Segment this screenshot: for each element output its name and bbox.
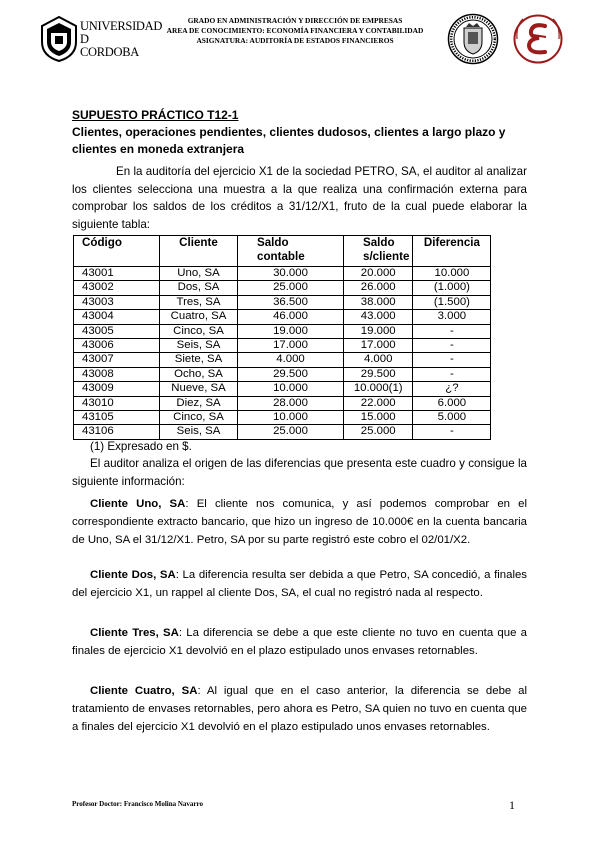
header-degree: GRADO EN ADMINISTRACIÓN Y DIRECCIÓN DE EMPRESAS [187, 16, 403, 25]
clause-text: : El cliente nos comunica, y así podemos comprobar en el correspondiente extracto bancario, que hizo un ingreso de 10.000€ en la cuenta bancaria de Uno, SA el 31/12/X1. Petro, SA por su parte registró este cobro el 02/01/X2. [72, 498, 528, 546]
header-client: Cliente [160, 236, 238, 267]
faculty-emblem-icon [513, 13, 563, 65]
cell-client: Dos, SA [160, 281, 238, 295]
cell-book-balance: 25.000 [238, 425, 344, 439]
header-confirmed-balance-line: s/cliente [363, 250, 410, 263]
clause-text: : La diferencia se debe a que este cliente no tuvo en cuenta que a finales de ejercicio X1 devolvió en el plazo estipulado unos envases retornables. [72, 627, 527, 657]
cell-confirmed-balance: 4.000 [344, 353, 413, 367]
header-book-balance-line: contable [257, 250, 305, 263]
cell-confirmed-balance: 10.000(1) [344, 382, 413, 396]
university-name-line: UNIVERSIDAD [80, 19, 163, 33]
table-row [74, 339, 491, 353]
header-difference: Diferencia [413, 236, 491, 267]
cell-difference: - [413, 425, 491, 439]
cell-client: Seis, SA [160, 425, 238, 439]
clause-lead: Cliente Tres, SA [90, 627, 179, 639]
cell-difference: - [413, 339, 491, 353]
cell-client: Seis, SA [160, 339, 238, 353]
balance-table [73, 235, 491, 440]
clause-text: : La diferencia resulta ser debida a que Petro, SA concedió, a finales del ejercicio X1, un rappel al cliente Dos, SA, el cual no registró nada al respecto. [72, 569, 527, 599]
faculty-seal-icon [447, 13, 499, 65]
cell-difference: - [413, 367, 491, 381]
footer-author: Profesor Doctor: Francisco Molina Navarro [72, 800, 204, 808]
cell-client: Diez, SA [160, 396, 238, 410]
table-row [74, 267, 491, 281]
header-book-balance-line: Saldo [257, 236, 289, 249]
table-row [74, 396, 491, 410]
cell-code: 43106 [74, 425, 160, 439]
cell-confirmed-balance: 22.000 [344, 396, 413, 410]
cell-code: 43004 [74, 310, 160, 324]
cell-code: 43010 [74, 396, 160, 410]
table-header-row [74, 236, 491, 267]
cell-difference: 6.000 [413, 396, 491, 410]
table-row [74, 324, 491, 338]
cell-book-balance: 4.000 [238, 353, 344, 367]
exercise-subtitle: Clientes, operaciones pendientes, clientes dudosos, clientes a largo plazo y clientes en moneda extranjera [72, 125, 506, 156]
exercise-title: SUPUESTO PRÁCTICO T12-1 [72, 108, 239, 122]
cell-client: Ocho, SA [160, 367, 238, 381]
header-book-balance [238, 236, 344, 267]
cell-confirmed-balance: 25.000 [344, 425, 413, 439]
intro-paragraph: En la auditoría del ejercicio X1 de la sociedad PETRO, SA, el auditor al analizar los clientes selecciona una muestra a la que realiza una confirmación externa para comprobar los saldos de los créditos a 31/12/X1, fruto de la cual puede elaborar la siguiente tabla: [72, 165, 527, 231]
cell-book-balance: 19.000 [238, 324, 344, 338]
clause-lead: Cliente Uno, SA [90, 498, 186, 510]
cell-code: 43008 [74, 367, 160, 381]
cell-book-balance: 36.500 [238, 295, 344, 309]
clause-lead: Cliente Cuatro, SA [90, 685, 198, 697]
clause-lead: Cliente Dos, SA [90, 569, 176, 581]
university-name-line: CORDOBA [80, 45, 140, 59]
cell-client: Nueve, SA [160, 382, 238, 396]
clause-tres [72, 625, 527, 661]
cell-code: 43002 [74, 281, 160, 295]
cell-confirmed-balance: 26.000 [344, 281, 413, 295]
cell-book-balance: 28.000 [238, 396, 344, 410]
cell-client: Cinco, SA [160, 411, 238, 425]
cell-code: 43009 [74, 382, 160, 396]
cell-book-balance: 17.000 [238, 339, 344, 353]
table-row [74, 281, 491, 295]
table-footnote: (1) Expresado en $. [90, 440, 192, 453]
cell-difference: 5.000 [413, 411, 491, 425]
cell-book-balance: 25.000 [238, 281, 344, 295]
cell-difference: 10.000 [413, 267, 491, 281]
cell-code: 43007 [74, 353, 160, 367]
clause-dos [72, 567, 527, 603]
header-code: Código [74, 236, 160, 267]
university-name [80, 20, 162, 59]
table-row [74, 353, 491, 367]
table-row [74, 295, 491, 309]
cell-code: 43105 [74, 411, 160, 425]
cell-book-balance: 46.000 [238, 310, 344, 324]
analysis-paragraph: El auditor analiza el origen de las diferencias que presenta este cuadro y consigue la siguiente información: [72, 457, 527, 488]
cell-code: 43006 [74, 339, 160, 353]
cell-difference: (1.500) [413, 295, 491, 309]
cell-difference: ¿? [413, 382, 491, 396]
cell-confirmed-balance: 38.000 [344, 295, 413, 309]
university-name-line: D [80, 32, 89, 46]
cell-code: 43003 [74, 295, 160, 309]
cell-confirmed-balance: 43.000 [344, 310, 413, 324]
cell-client: Uno, SA [160, 267, 238, 281]
table-row [74, 411, 491, 425]
clause-uno [72, 496, 527, 549]
cell-confirmed-balance: 19.000 [344, 324, 413, 338]
cell-client: Cinco, SA [160, 324, 238, 338]
cell-book-balance: 10.000 [238, 382, 344, 396]
cell-difference: - [413, 324, 491, 338]
cell-difference: - [413, 353, 491, 367]
cell-confirmed-balance: 29.500 [344, 367, 413, 381]
cell-confirmed-balance: 17.000 [344, 339, 413, 353]
header-confirmed-balance-line: Saldo [363, 236, 395, 249]
clause-cuatro [72, 683, 527, 736]
table-row [74, 367, 491, 381]
header-confirmed-balance [344, 236, 413, 267]
page-number: 1 [509, 798, 515, 812]
cell-difference: 3.000 [413, 310, 491, 324]
cell-client: Cuatro, SA [160, 310, 238, 324]
header-area: AREA DE CONOCIMIENTO: ECONOMÍA FINANCIERA Y CONTABILIDAD [166, 26, 424, 35]
cell-confirmed-balance: 15.000 [344, 411, 413, 425]
cell-difference: (1.000) [413, 281, 491, 295]
table-row [74, 382, 491, 396]
table-row [74, 425, 491, 439]
cell-client: Siete, SA [160, 353, 238, 367]
clause-text: : Al igual que en el caso anterior, la diferencia se debe al tratamiento de envases retornables, pero ahora es Petro, SA quien no tuvo en cuenta que a finales del ejercicio X1 devolvió en el plazo estipulado unos envases retornables. [72, 685, 527, 733]
document-header [160, 16, 430, 46]
cell-book-balance: 29.500 [238, 367, 344, 381]
header-subject: ASIGNATURA: AUDITORÍA DE ESTADOS FINANCIEROS [196, 36, 394, 45]
cell-book-balance: 10.000 [238, 411, 344, 425]
cell-code: 43005 [74, 324, 160, 338]
cell-book-balance: 30.000 [238, 267, 344, 281]
university-shield-icon [40, 16, 78, 62]
cell-confirmed-balance: 20.000 [344, 267, 413, 281]
cell-code: 43001 [74, 267, 160, 281]
table-row [74, 310, 491, 324]
cell-client: Tres, SA [160, 295, 238, 309]
